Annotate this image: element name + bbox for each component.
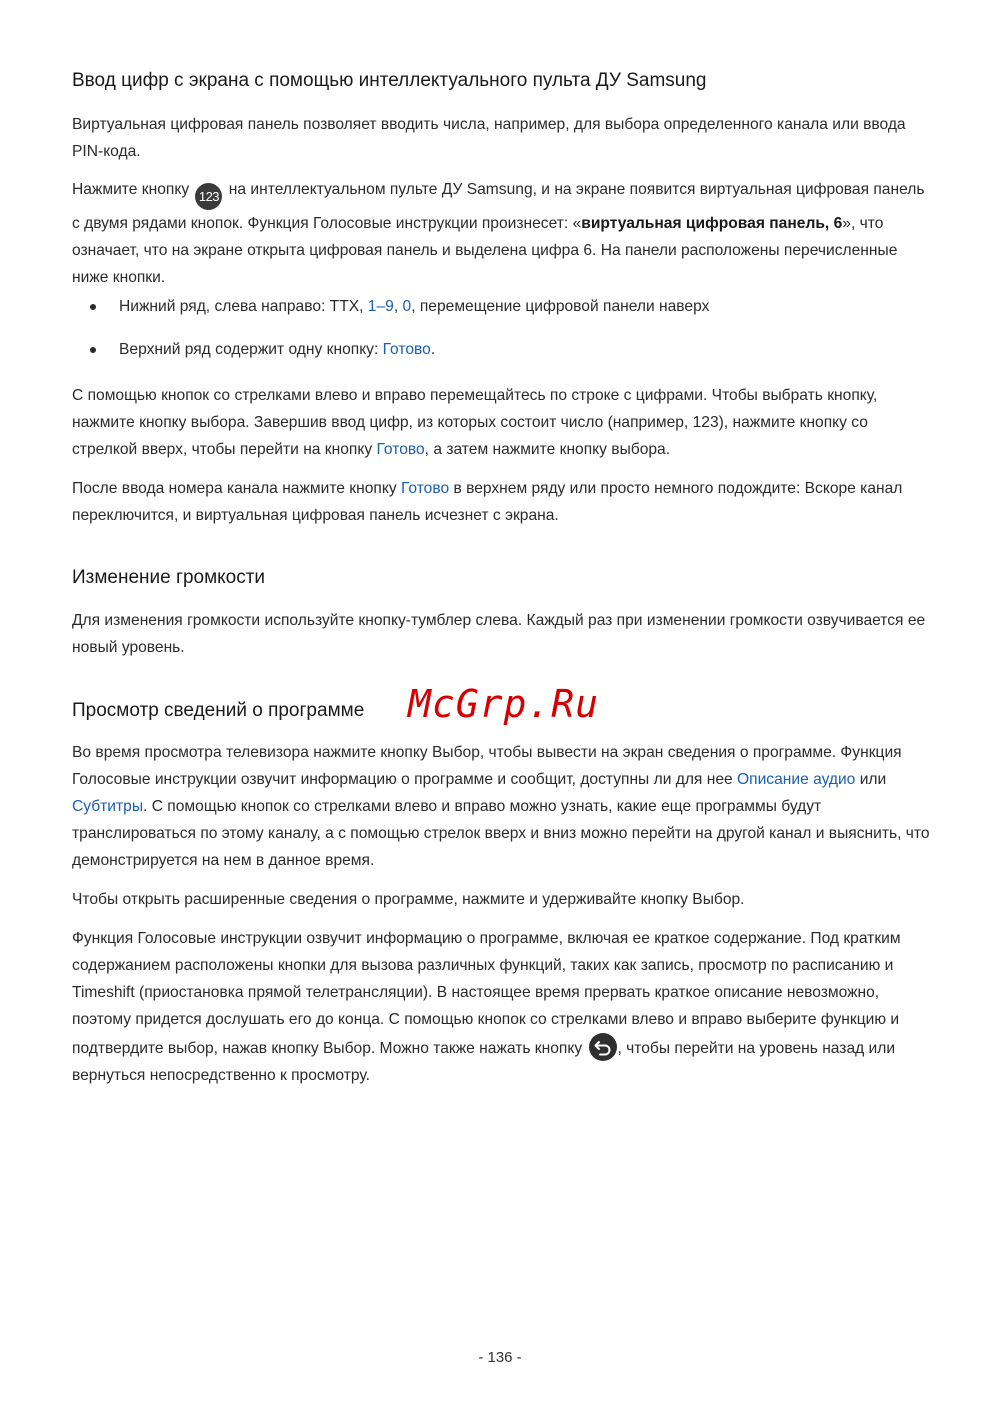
paragraph-program-info	[72, 739, 932, 874]
list-item-text	[119, 336, 435, 363]
text-segment: Функция Голосовые инструкции озвучит информацию о программе, включая ее краткое содержание. Под кратким содержанием расположены кнопки для вызова различных функций, таких как запись, просмотр по расписанию и Timeshift (приостановка прямой телетрансляции). В настоящее время прервать краткое описание невозможно, поэтому придется дослушать его до конца. С помощью кнопок со стрелками влево и вправо выберите функцию и подтвердите выбор, нажав кнопку Выбор. Можно также нажать кнопку	[72, 930, 901, 1057]
link-done[interactable]: Готово	[382, 341, 431, 358]
paragraph-virtual-pad-intro: Виртуальная цифровая панель позволяет вводить числа, например, для выбора определенного канала или ввода PIN-кода.	[72, 116, 906, 160]
watermark-logo: McGrp.Ru	[408, 682, 600, 726]
text-segment: Верхний ряд содержит одну кнопку:	[119, 341, 383, 358]
number-pad-button-icon: 123	[195, 183, 222, 210]
section-title-volume: Изменение громкости	[72, 567, 266, 588]
text-segment: в верхнем ряду или просто немного подождите: Вскоре канал переключится, и виртуальная цифровая панель исчезнет с экрана.	[72, 480, 903, 524]
text-segment: на интеллектуальном пульте ДУ Samsung, и на экране появится виртуальная цифровая панель с двумя рядами кнопок. Функция Голосовые инструкции произнесет: «	[72, 181, 925, 232]
text-segment: , чтобы перейти на уровень назад или вернуться непосредственно к просмотру.	[72, 1040, 896, 1084]
paragraph-after-channel-input	[72, 475, 932, 529]
bullet-icon	[90, 304, 96, 310]
link-done[interactable]: Готово	[400, 480, 450, 497]
paragraph-arrow-navigation	[72, 382, 932, 463]
text-segment: », что означает, что на экране открыта цифровая панель и выделена цифра 6. На панели расположены перечисленные ниже кнопки.	[72, 215, 898, 286]
bullet-icon	[90, 347, 96, 353]
link-audio-description[interactable]: Описание аудио	[737, 771, 856, 788]
text-segment: Нажмите кнопку	[72, 181, 194, 198]
text-segment: , а затем нажмите кнопку выбора.	[424, 441, 671, 458]
link-1-9[interactable]: 1–9	[367, 298, 394, 315]
paragraph-extended-info: Чтобы открыть расширенные сведения о программе, нажмите и удерживайте кнопку Выбор.	[72, 891, 745, 908]
return-arrow-icon	[589, 1033, 617, 1061]
list-item-text	[119, 293, 709, 320]
link-0[interactable]: 0	[402, 298, 412, 315]
link-done[interactable]: Готово	[376, 441, 425, 458]
text-segment: С помощью кнопок со стрелками влево и вправо перемещайтесь по строке с цифрами. Чтобы выбрать кнопку, нажмите кнопку выбора. Завершив ввод цифр, из которых состоит число (например, 123), нажмите кнопку со стрелкой вверх, чтобы перейти на кнопку	[72, 387, 878, 458]
page-number: - 136 -	[478, 1349, 522, 1366]
text-segment: . С помощью кнопок со стрелками влево и вправо можно узнать, какие еще программы будут транслироваться по этому каналу, а с помощью стрелок вверх и вниз можно перейти на другой канал и выяснить, что демонстрируется на нем в данное время.	[72, 798, 930, 869]
text-segment: После ввода номера канала нажмите кнопку	[72, 480, 401, 497]
text-segment: Во время просмотра телевизора нажмите кнопку Выбор, чтобы вывести на экран сведения о программе. Функция Голосовые инструкции озвучит информацию о программе и сообщит, доступны ли для нее	[72, 744, 902, 788]
paragraph-press-123	[72, 176, 932, 291]
section-title-number-input: Ввод цифр с экрана с помощью интеллектуального пульта ДУ Samsung	[72, 70, 707, 91]
text-segment: Нижний ряд, слева направо: TTX,	[119, 298, 368, 315]
text-segment: или	[855, 771, 887, 788]
bold-voice-phrase: виртуальная цифровая панель, 6	[581, 215, 843, 232]
link-subtitles[interactable]: Субтитры	[72, 798, 144, 815]
text-segment: .	[430, 341, 436, 358]
paragraph-voice-summary	[72, 925, 932, 1089]
text-segment: , перемещение цифровой панели наверх	[411, 298, 710, 315]
section-title-program-info: Просмотр сведений о программе	[72, 700, 365, 721]
text-segment: ,	[393, 298, 403, 315]
paragraph-volume: Для изменения громкости используйте кнопку-тумблер слева. Каждый раз при изменении громкости озвучивается ее новый уровень.	[72, 612, 926, 656]
